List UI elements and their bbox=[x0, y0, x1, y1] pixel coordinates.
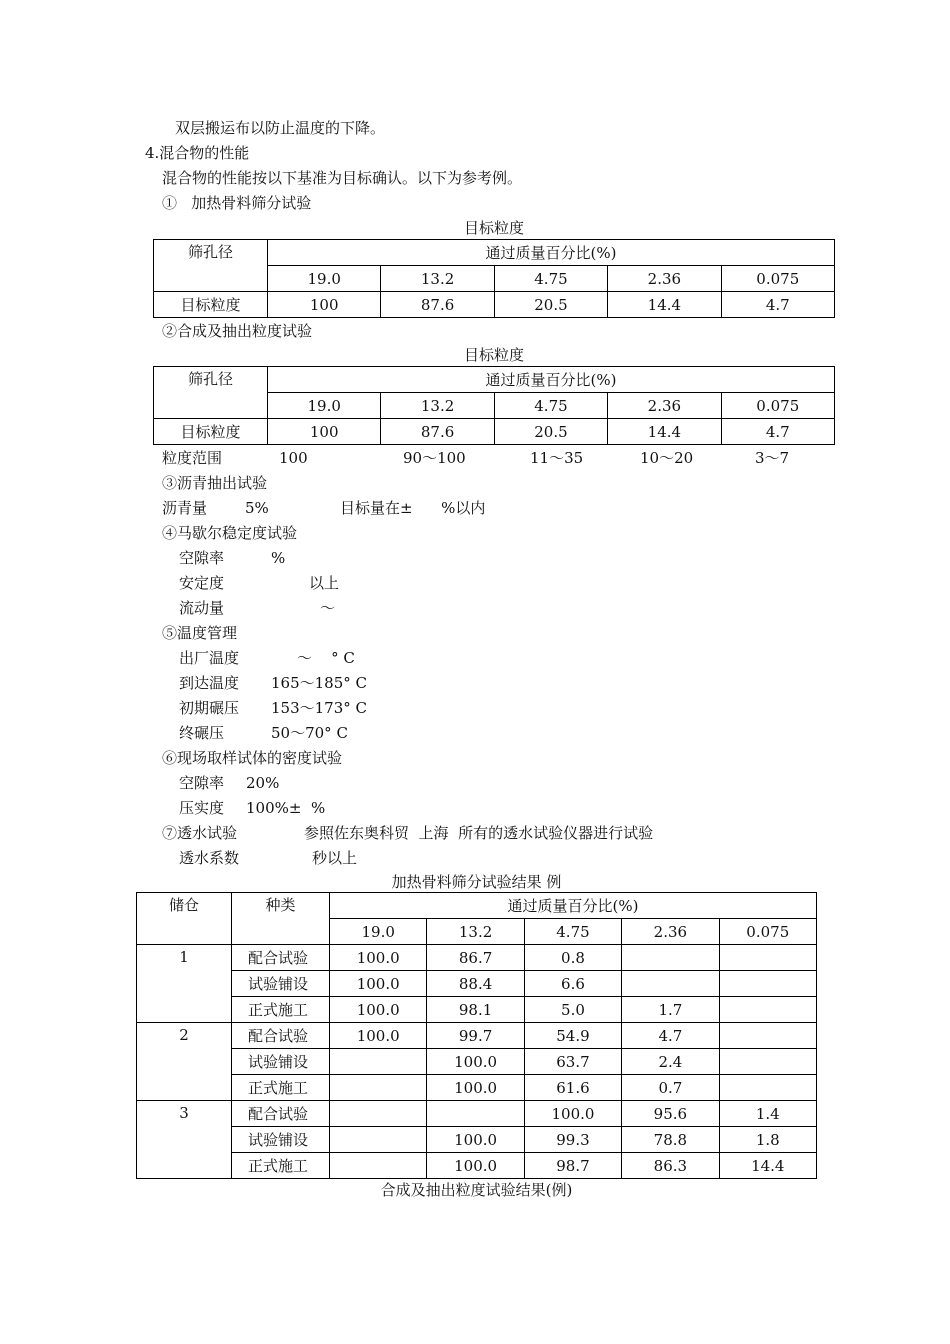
range-value: 3～7 bbox=[755, 449, 790, 467]
table2-target-gradation bbox=[153, 366, 835, 445]
density-void-value: 20% bbox=[246, 774, 280, 792]
temp-final-value: 50～70° C bbox=[271, 724, 348, 742]
table3-value-cell bbox=[330, 1075, 427, 1101]
table3-header-pass: 通过质量百分比(%) bbox=[330, 893, 817, 919]
table3-value-cell bbox=[719, 1023, 816, 1049]
temp-out-label: 出厂温度 bbox=[179, 649, 240, 667]
asphalt-note: 目标量在± %以内 bbox=[340, 499, 486, 517]
table3-value-cell: 0.7 bbox=[622, 1075, 719, 1101]
table3-value-cell: 100.0 bbox=[330, 997, 427, 1023]
table3-value-cell: 99.7 bbox=[427, 1023, 524, 1049]
table1-size: 0.075 bbox=[721, 266, 834, 292]
table2-caption: 目标粒度 bbox=[463, 346, 524, 364]
subsection-heading: ⑥现场取样试体的密度试验 bbox=[162, 749, 343, 767]
table3-bin-cell: 2 bbox=[137, 1023, 232, 1101]
permeability-coef-value: 秒以上 bbox=[312, 849, 358, 867]
table1-cell: 20.5 bbox=[494, 292, 607, 318]
table3-type-cell: 配合试验 bbox=[232, 1101, 330, 1127]
table-row bbox=[137, 945, 817, 971]
table3-type-cell: 配合试验 bbox=[232, 945, 330, 971]
table3-value-cell: 1.4 bbox=[719, 1101, 816, 1127]
table1-cell: 100 bbox=[268, 292, 381, 318]
table3-value-cell bbox=[330, 1101, 427, 1127]
section-heading: 4.混合物的性能 bbox=[145, 144, 250, 162]
table3-bin-cell: 3 bbox=[137, 1101, 232, 1179]
table3-value-cell: 100.0 bbox=[427, 1127, 524, 1153]
range-value: 90～100 bbox=[403, 449, 466, 467]
table3-value-cell bbox=[622, 945, 719, 971]
table2-row-label: 目标粒度 bbox=[154, 419, 268, 445]
table1-target-gradation bbox=[153, 239, 835, 318]
table1-size: 19.0 bbox=[268, 266, 381, 292]
table3-value-cell: 6.6 bbox=[524, 971, 621, 997]
temp-out-value: ～ ° C bbox=[297, 649, 355, 667]
subsection-heading: ⑤温度管理 bbox=[162, 624, 238, 642]
table3-value-cell: 61.6 bbox=[524, 1075, 621, 1101]
permeability-ref: 参照佐东奥科贸 上海 所有的透水试验仪器进行试验 bbox=[304, 824, 654, 842]
table1-size: 4.75 bbox=[494, 266, 607, 292]
table3-type-cell: 试验铺设 bbox=[232, 971, 330, 997]
table-row bbox=[137, 1127, 817, 1153]
marshall-flow-value: ～ bbox=[320, 599, 336, 617]
table2-cell: 4.7 bbox=[721, 419, 834, 445]
table2-size: 13.2 bbox=[381, 393, 494, 419]
table2-header-sieve: 筛孔径 bbox=[154, 367, 268, 419]
table1-row-label: 目标粒度 bbox=[154, 292, 268, 318]
subsection-heading: ① 加热骨料筛分试验 bbox=[162, 194, 312, 212]
temp-arrival-value: 165～185° C bbox=[271, 674, 368, 692]
table3-value-cell bbox=[719, 971, 816, 997]
table2-cell: 20.5 bbox=[494, 419, 607, 445]
table3-header-bin: 储仓 bbox=[137, 893, 232, 945]
table3-value-cell: 86.7 bbox=[427, 945, 524, 971]
table3-type-cell: 试验铺设 bbox=[232, 1049, 330, 1075]
density-void-label: 空隙率 bbox=[179, 774, 225, 792]
table1-caption: 目标粒度 bbox=[463, 219, 524, 237]
table-row bbox=[137, 971, 817, 997]
text-line: 混合物的性能按以下基准为目标确认。以下为参考例。 bbox=[162, 169, 523, 187]
table3-value-cell: 95.6 bbox=[622, 1101, 719, 1127]
table3-value-cell: 98.1 bbox=[427, 997, 524, 1023]
table2-size: 0.075 bbox=[721, 393, 834, 419]
table3-value-cell: 78.8 bbox=[622, 1127, 719, 1153]
table3-value-cell bbox=[330, 1127, 427, 1153]
marshall-stab-label: 安定度 bbox=[179, 574, 225, 592]
table2-cell: 100 bbox=[268, 419, 381, 445]
table3-value-cell bbox=[719, 945, 816, 971]
table3-type-cell: 配合试验 bbox=[232, 1023, 330, 1049]
table3-sieve-results bbox=[136, 892, 817, 1179]
subsection-heading: ②合成及抽出粒度试验 bbox=[162, 322, 313, 340]
range-value: 10～20 bbox=[640, 449, 694, 467]
table3-value-cell: 4.7 bbox=[622, 1023, 719, 1049]
table3-value-cell: 99.3 bbox=[524, 1127, 621, 1153]
temp-arrival-label: 到达温度 bbox=[179, 674, 240, 692]
table3-value-cell bbox=[719, 1049, 816, 1075]
table3-type-cell: 试验铺设 bbox=[232, 1127, 330, 1153]
range-value: 11～35 bbox=[530, 449, 584, 467]
density-comp-label: 压实度 bbox=[179, 799, 225, 817]
table2-cell: 87.6 bbox=[381, 419, 494, 445]
table-row bbox=[137, 1049, 817, 1075]
table3-value-cell: 100.0 bbox=[427, 1153, 524, 1179]
subsection-heading: ④马歇尔稳定度试验 bbox=[162, 524, 298, 542]
permeability-coef-label: 透水系数 bbox=[179, 849, 240, 867]
table1-size: 2.36 bbox=[608, 266, 721, 292]
table-row bbox=[137, 1153, 817, 1179]
marshall-void-label: 空隙率 bbox=[179, 549, 225, 567]
table1-cell: 87.6 bbox=[381, 292, 494, 318]
temp-final-label: 终碾压 bbox=[179, 724, 225, 742]
table3-size: 4.75 bbox=[524, 919, 621, 945]
table-row bbox=[137, 1075, 817, 1101]
temp-initial-label: 初期碾压 bbox=[179, 699, 240, 717]
table3-value-cell: 100.0 bbox=[427, 1049, 524, 1075]
table1-cell: 14.4 bbox=[608, 292, 721, 318]
table3-size: 19.0 bbox=[330, 919, 427, 945]
table3-value-cell: 100.0 bbox=[524, 1101, 621, 1127]
marshall-void-value: % bbox=[271, 549, 286, 567]
table1-header-pass: 通过质量百分比(%) bbox=[268, 240, 835, 266]
table3-type-cell: 正式施工 bbox=[232, 1153, 330, 1179]
table2-size: 4.75 bbox=[494, 393, 607, 419]
subsection-heading: ③沥青抽出试验 bbox=[162, 474, 268, 492]
table3-value-cell: 100.0 bbox=[330, 1023, 427, 1049]
table3-value-cell bbox=[330, 1049, 427, 1075]
table3-value-cell: 63.7 bbox=[524, 1049, 621, 1075]
table3-value-cell: 5.0 bbox=[524, 997, 621, 1023]
table-row bbox=[137, 997, 817, 1023]
temp-initial-value: 153～173° C bbox=[271, 699, 368, 717]
table3-value-cell: 1.8 bbox=[719, 1127, 816, 1153]
table3-size: 2.36 bbox=[622, 919, 719, 945]
table3-value-cell: 98.7 bbox=[524, 1153, 621, 1179]
table1-header-sieve: 筛孔径 bbox=[154, 240, 268, 292]
table3-footer-caption: 合成及抽出粒度试验结果(例) bbox=[380, 1181, 573, 1199]
table3-value-cell: 2.4 bbox=[622, 1049, 719, 1075]
table3-value-cell: 88.4 bbox=[427, 971, 524, 997]
subsection-heading: ⑦透水试验 bbox=[162, 824, 238, 842]
asphalt-value: 5% bbox=[245, 499, 269, 517]
table3-value-cell: 100.0 bbox=[330, 945, 427, 971]
table1-cell: 4.7 bbox=[721, 292, 834, 318]
table3-size: 0.075 bbox=[719, 919, 816, 945]
table3-type-cell: 正式施工 bbox=[232, 1075, 330, 1101]
table3-value-cell bbox=[330, 1153, 427, 1179]
table3-caption: 加热骨料筛分试验结果 例 bbox=[391, 873, 562, 891]
table3-header-type: 种类 bbox=[232, 893, 330, 945]
range-value: 100 bbox=[279, 449, 308, 467]
table3-type-cell: 正式施工 bbox=[232, 997, 330, 1023]
table3-value-cell: 1.7 bbox=[622, 997, 719, 1023]
table-row bbox=[137, 1023, 817, 1049]
table-row bbox=[137, 1101, 817, 1127]
table2-size: 19.0 bbox=[268, 393, 381, 419]
table2-size: 2.36 bbox=[608, 393, 721, 419]
table3-value-cell bbox=[427, 1101, 524, 1127]
table3-value-cell bbox=[622, 971, 719, 997]
table3-value-cell: 0.8 bbox=[524, 945, 621, 971]
table3-value-cell bbox=[719, 1075, 816, 1101]
text-line: 双层搬运布以防止温度的下降。 bbox=[175, 119, 386, 137]
table2-header-pass: 通过质量百分比(%) bbox=[268, 367, 835, 393]
table3-value-cell: 14.4 bbox=[719, 1153, 816, 1179]
marshall-flow-label: 流动量 bbox=[179, 599, 225, 617]
density-comp-value: 100%± % bbox=[246, 799, 326, 817]
table3-value-cell bbox=[719, 997, 816, 1023]
table3-size: 13.2 bbox=[427, 919, 524, 945]
asphalt-label: 沥青量 bbox=[162, 499, 208, 517]
table3-bin-cell: 1 bbox=[137, 945, 232, 1023]
table3-value-cell: 100.0 bbox=[330, 971, 427, 997]
table3-value-cell: 86.3 bbox=[622, 1153, 719, 1179]
table1-size: 13.2 bbox=[381, 266, 494, 292]
table2-cell: 14.4 bbox=[608, 419, 721, 445]
table3-value-cell: 54.9 bbox=[524, 1023, 621, 1049]
table3-value-cell: 100.0 bbox=[427, 1075, 524, 1101]
marshall-stab-value: 以上 bbox=[309, 574, 340, 592]
range-label: 粒度范围 bbox=[162, 449, 223, 467]
